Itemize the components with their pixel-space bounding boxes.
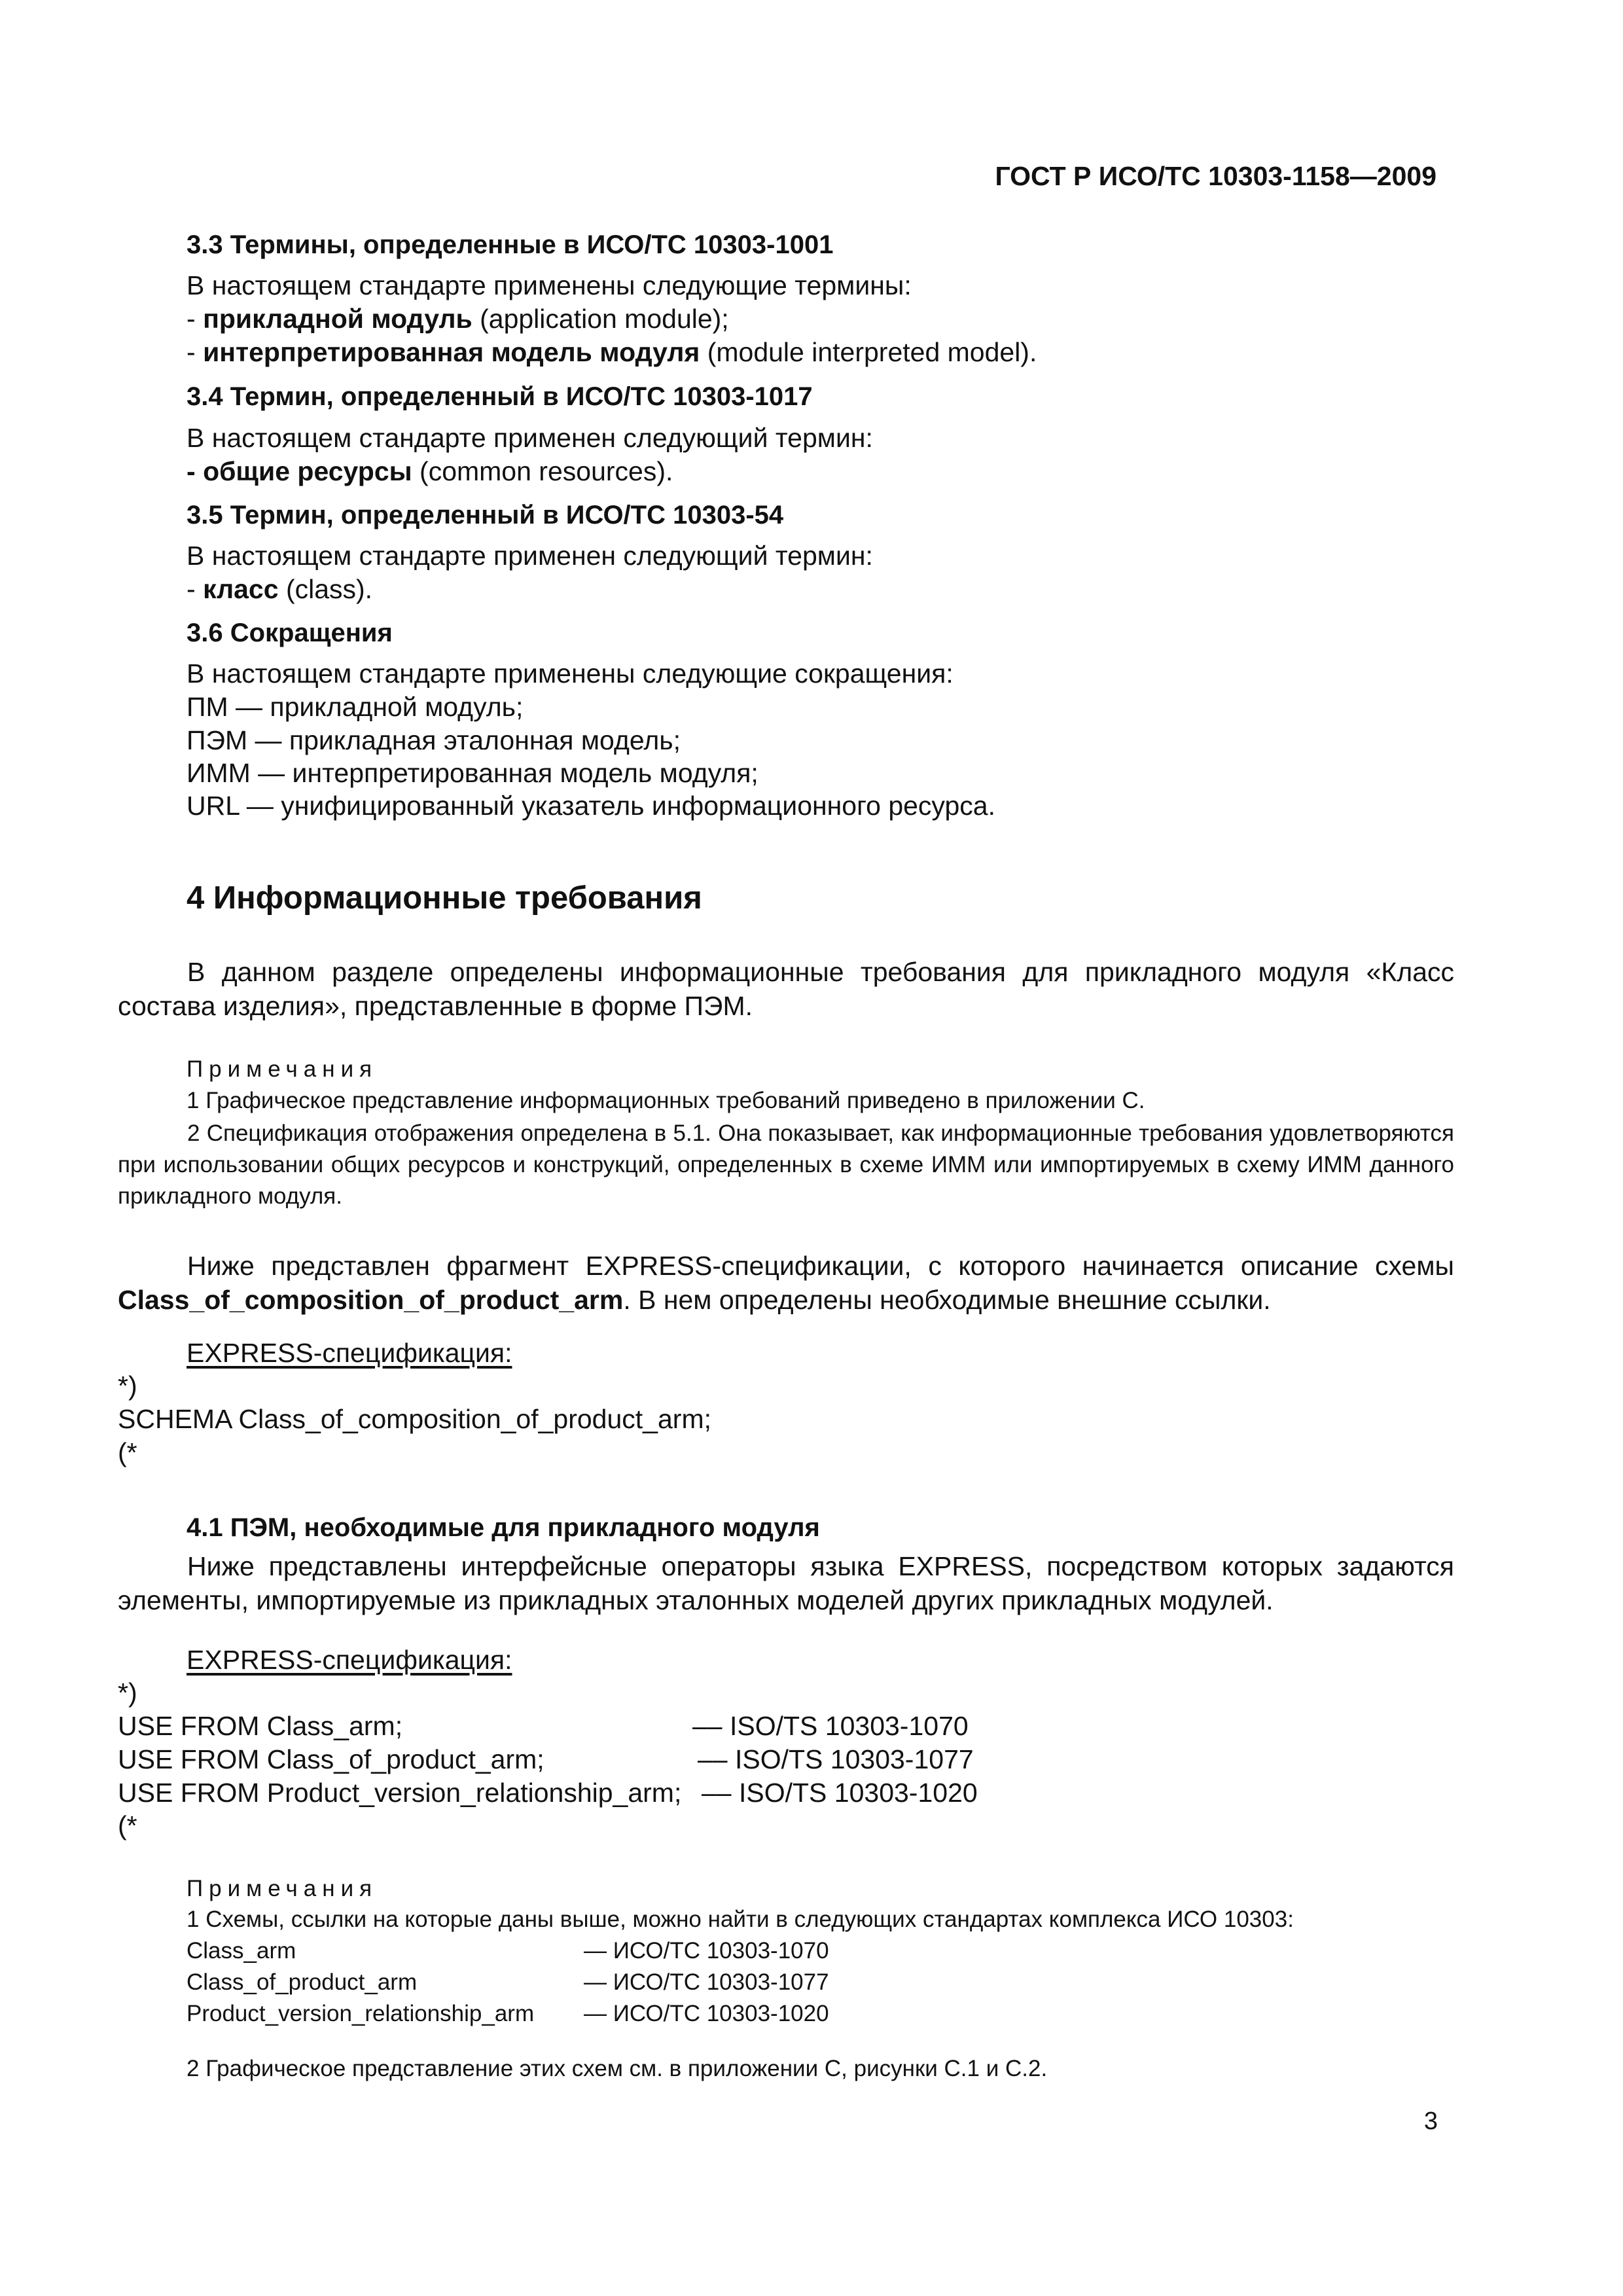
section-paragraph: Ниже представлены интерфейсные операторы языка EXPRESS, посредством которых задаются элементы, импортируемые из прикладных эталонных моделей других прикладных модулей.: [118, 1551, 1454, 1615]
section-intro: В настоящем стандарте применены следующие сокращения:: [187, 658, 954, 689]
section-heading-3-5: 3.5 Термин, определенный в ИСО/ТС 10303-54: [187, 501, 784, 529]
term-name: класс: [203, 574, 279, 604]
term-translation: (class).: [278, 574, 373, 604]
section-heading-3-3: 3.3 Термины, определенные в ИСО/ТС 10303-1001: [187, 230, 834, 259]
code-use-statement: USE FROM Product_version_relationship_arm;: [118, 1778, 682, 1808]
note-2: 2 Спецификация отображения определена в 5.1. Она показывает, как информационные требования удовлетворяются при использовании общих ресурсов и конструкций, определенных в схеме ИММ или импортируемых в схему ИММ данного прикладного модуля.: [118, 1121, 1454, 1209]
term-dash: -: [187, 574, 196, 604]
express-intro-paragraph: [118, 1249, 1454, 1317]
express-label: EXPRESS-спецификация:: [187, 1338, 512, 1368]
section-heading-3-6: 3.6 Сокращения: [187, 619, 393, 647]
term-name: интерпретированная модель модуля: [203, 337, 700, 367]
schema-name: Class_of_composition_of_product_arm: [118, 1285, 624, 1315]
section-paragraph: В данном разделе определены информационные требования для прикладного модуля «Класс состава изделия», представленные в форме ПЭМ.: [118, 957, 1454, 1021]
document-header: ГОСТ Р ИСО/ТС 10303-1158—2009: [995, 161, 1436, 191]
note-1: 1 Графическое представление информационных требований приведено в приложении С.: [187, 1088, 1145, 1113]
term-translation: (application module);: [472, 304, 729, 334]
term-translation: (module interpreted model).: [700, 337, 1037, 367]
term-item: [187, 337, 1037, 368]
schema-name: Product_version_relationship_arm: [187, 2001, 535, 2026]
term-name: прикладной модуль: [203, 304, 473, 334]
section-heading-3-4: 3.4 Термин, определенный в ИСО/ТС 10303-1017: [187, 382, 813, 411]
term-name: общие ресурсы: [203, 456, 412, 486]
term-dash: -: [187, 456, 196, 486]
abbreviation-line: ИММ — интерпретированная модель модуля;: [187, 758, 758, 788]
term-dash: -: [187, 337, 196, 367]
abbreviation-line: ПМ — прикладной модуль;: [187, 692, 524, 722]
express-label: EXPRESS-спецификация:: [187, 1645, 512, 1675]
notes-title: Примечания: [187, 1056, 378, 1082]
code-line: (*: [118, 1437, 137, 1467]
section-intro: В настоящем стандарте применены следующие термины:: [187, 270, 912, 300]
term-item: [187, 304, 729, 334]
section-heading-4-1: 4.1 ПЭМ, необходимые для прикладного модуля: [187, 1513, 820, 1542]
schema-name: Class_of_product_arm: [187, 1969, 418, 1995]
paragraph-text: Ниже представлен фрагмент EXPRESS-спецификации, с которого начинается описание схемы: [187, 1251, 1454, 1281]
note-2: 2 Графическое представление этих схем см. в приложении С, рисунки С.1 и С.2.: [187, 2056, 1048, 2081]
schema-reference: — ИСО/ТС 10303-1070: [584, 1938, 829, 1964]
code-use-statement: USE FROM Class_arm;: [118, 1711, 403, 1741]
paragraph-text: . В нем определены необходимые внешние ссылки.: [623, 1285, 1271, 1315]
section-intro: В настоящем стандарте применен следующий термин:: [187, 423, 873, 453]
code-line: (*: [118, 1810, 137, 1840]
term-dash: -: [187, 304, 196, 334]
abbreviation-line: ПЭМ — прикладная эталонная модель;: [187, 725, 681, 755]
code-comment: –– ISO/TS 10303-1077: [698, 1744, 974, 1774]
code-line: *): [118, 1677, 137, 1708]
code-line: SCHEMA Class_of_composition_of_product_arm;: [118, 1404, 711, 1434]
term-item: [187, 456, 673, 487]
schema-reference: — ИСО/ТС 10303-1020: [584, 2001, 829, 2026]
abbreviation-line: URL — унифицированный указатель информационного ресурса.: [187, 791, 995, 821]
schema-reference: — ИСО/ТС 10303-1077: [584, 1969, 829, 1995]
page-number: 3: [1423, 2108, 1438, 2135]
note-1: 1 Схемы, ссылки на которые даны выше, можно найти в следующих стандартах комплекса ИСО 10303:: [187, 1907, 1294, 1932]
code-comment: –– ISO/TS 10303-1020: [702, 1778, 978, 1808]
code-line: *): [118, 1371, 137, 1401]
section-intro: В настоящем стандарте применен следующий термин:: [187, 541, 873, 571]
schema-name: Class_arm: [187, 1938, 296, 1964]
code-comment: –– ISO/TS 10303-1070: [692, 1711, 969, 1741]
section-heading-4: 4 Информационные требования: [187, 880, 702, 916]
term-translation: (common resources).: [412, 456, 673, 486]
code-use-statement: USE FROM Class_of_product_arm;: [118, 1744, 544, 1774]
notes-title: Примечания: [187, 1876, 378, 1901]
term-item: [187, 574, 372, 605]
